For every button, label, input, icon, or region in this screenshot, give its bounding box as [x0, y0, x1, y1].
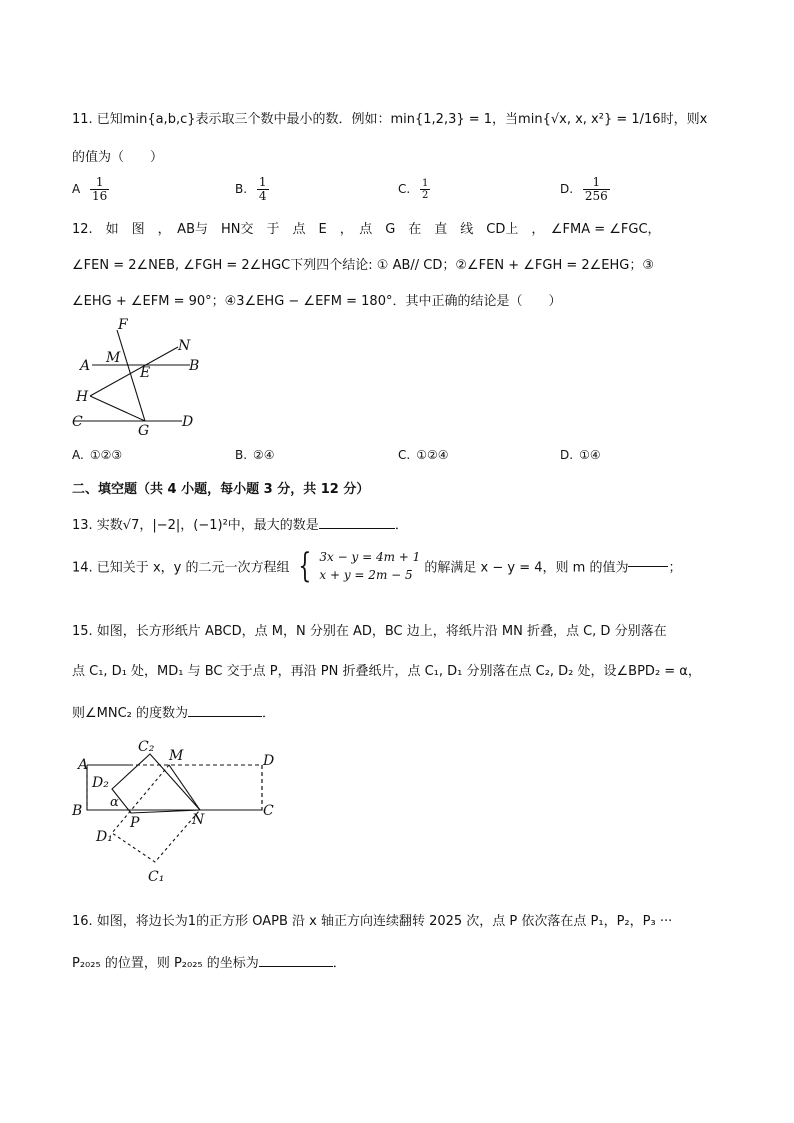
label-d2: D₂ — [92, 775, 109, 791]
label-f: F — [118, 317, 128, 333]
q14-stem: 14. 已知关于 x，y 的二元一次方程组 — [72, 560, 290, 576]
label-c2: C₂ — [138, 739, 155, 755]
option-label: A — [72, 182, 81, 196]
q13-stem: 13. 实数√7，|−2|，(−1)²中，最大的数是 — [72, 518, 319, 533]
label-d: D — [182, 414, 194, 430]
fraction: $\frac{1}{16}$ — [92, 175, 108, 203]
label-c1: C₁ — [148, 869, 165, 885]
q14-end: ； — [668, 560, 682, 576]
fraction: $\frac{1}{256}$ — [584, 175, 608, 203]
option-label: A. — [72, 448, 84, 462]
line-hn — [90, 347, 178, 396]
q15-line-1: 15. 如图，长方形纸片 ABCD，点 M，N 分别在 AD，BC 边上，将纸片沿 MN 折叠，点 C, D 分别落在 — [72, 624, 667, 639]
label-a: A — [78, 757, 89, 773]
answer-blank[interactable] — [319, 527, 395, 529]
q15-figure — [70, 735, 285, 889]
fraction: $\frac{1}{2}$ — [422, 178, 429, 201]
label-c: C — [72, 414, 83, 430]
label-alpha: α — [110, 795, 119, 810]
q11-option-c[interactable] — [398, 178, 430, 201]
line-hg — [90, 396, 145, 421]
q11-option-a[interactable] — [72, 176, 109, 203]
q13-text — [72, 514, 408, 533]
option-text: ①②③ — [89, 448, 123, 462]
label-a: A — [80, 358, 91, 374]
option-text: ②④ — [253, 448, 275, 462]
equation-brace: { — [297, 546, 311, 586]
q12-option-c[interactable] — [398, 448, 448, 462]
q11-text-cont: 的值为（ ） — [72, 150, 164, 165]
option-text: ①④ — [579, 448, 601, 462]
q12-line-3: ∠EHG + ∠EFM = 90°；④3∠EHG − ∠EFM = 180°．其中正确的结论是（ ） — [72, 294, 562, 309]
equation-2: x + y = 2m − 5 — [319, 568, 413, 582]
label-n: N — [178, 338, 191, 354]
section-heading: 二、填空题（共 4 小题，每小题 3 分，共 12 分） — [72, 482, 370, 497]
q11-option-b[interactable] — [235, 176, 269, 203]
equation-1: 3x − y = 4m + 1 — [319, 550, 421, 564]
label-d: D — [263, 753, 275, 769]
q15-line-2: 点 C₁, D₁ 处，MD₁ 与 BC 交于点 P，再沿 PN 折叠纸片，点 C₁, D₁ 分别落在点 C₂, D₂ 处，设∠BPD₂ = α， — [72, 664, 701, 679]
option-label: D. — [560, 448, 574, 462]
label-c: C — [263, 803, 274, 819]
option-label: C. — [398, 182, 411, 196]
folded-c2d2 — [112, 754, 200, 813]
answer-blank[interactable] — [259, 965, 333, 967]
q14-text — [72, 548, 681, 588]
label-p: P — [130, 815, 140, 831]
option-text: ①②④ — [416, 448, 449, 462]
label-m: M — [169, 748, 184, 764]
q16-end: ． — [332, 956, 346, 971]
q15-stem: 则∠MNC₂ 的度数为 — [72, 706, 189, 721]
folded-c1d1 — [112, 765, 200, 862]
label-b: B — [189, 358, 200, 374]
label-n: N — [192, 812, 205, 828]
q16-line-1: 16. 如图，将边长为1的正方形 OAPB 沿 x 轴正方向连续翻转 2025 次，点 P 依次落在点 P₁，P₂，P₃ ··· — [72, 914, 673, 929]
label-h: H — [76, 389, 89, 405]
equation-system — [319, 548, 420, 584]
q12-option-a[interactable] — [72, 448, 122, 462]
q12-option-d[interactable] — [560, 448, 601, 462]
q12-line-1: 12. 如 图 ， AB与 HN交 于 点 E ， 点 G 在 直 线 CD上 ， ∠FMA = ∠FGC， — [72, 222, 661, 237]
q13-end: ． — [394, 518, 408, 533]
q12-figure — [72, 314, 212, 438]
label-g: G — [138, 423, 150, 438]
label-m: M — [106, 350, 121, 366]
q16-line-2 — [72, 952, 346, 971]
option-label: D. — [560, 182, 574, 196]
q11-text: 11. 已知min{a,b,c}表示取三个数中最小的数．例如：min{1,2,3} = 1，当min{√x, x, x²} = 1/16时，则x — [72, 112, 708, 127]
fraction: $\frac{1}{4}$ — [258, 175, 267, 203]
label-e: E — [140, 365, 151, 381]
label-b: B — [72, 803, 83, 819]
option-label: B. — [235, 182, 248, 196]
q12-line-2: ∠FEN = 2∠NEB, ∠FGH = 2∠HGC下列四个结论: ① AB// CD；②∠FEN + ∠FGH = 2∠EHG；③ — [72, 258, 655, 273]
option-label: B. — [235, 448, 248, 462]
option-label: C. — [398, 448, 411, 462]
q15-line-3 — [72, 702, 275, 721]
q15-end: ． — [262, 706, 276, 721]
q16-stem: P₂₀₂₅ 的位置，则 P₂₀₂₅ 的坐标为 — [72, 956, 259, 971]
q14-condition: 的解满足 x − y = 4，则 m 的值为 — [424, 560, 629, 576]
label-d1: D₁ — [96, 829, 113, 845]
answer-blank[interactable] — [628, 565, 668, 567]
q11-option-d[interactable] — [560, 176, 610, 203]
answer-blank[interactable] — [188, 715, 262, 717]
q12-option-b[interactable] — [235, 448, 275, 462]
